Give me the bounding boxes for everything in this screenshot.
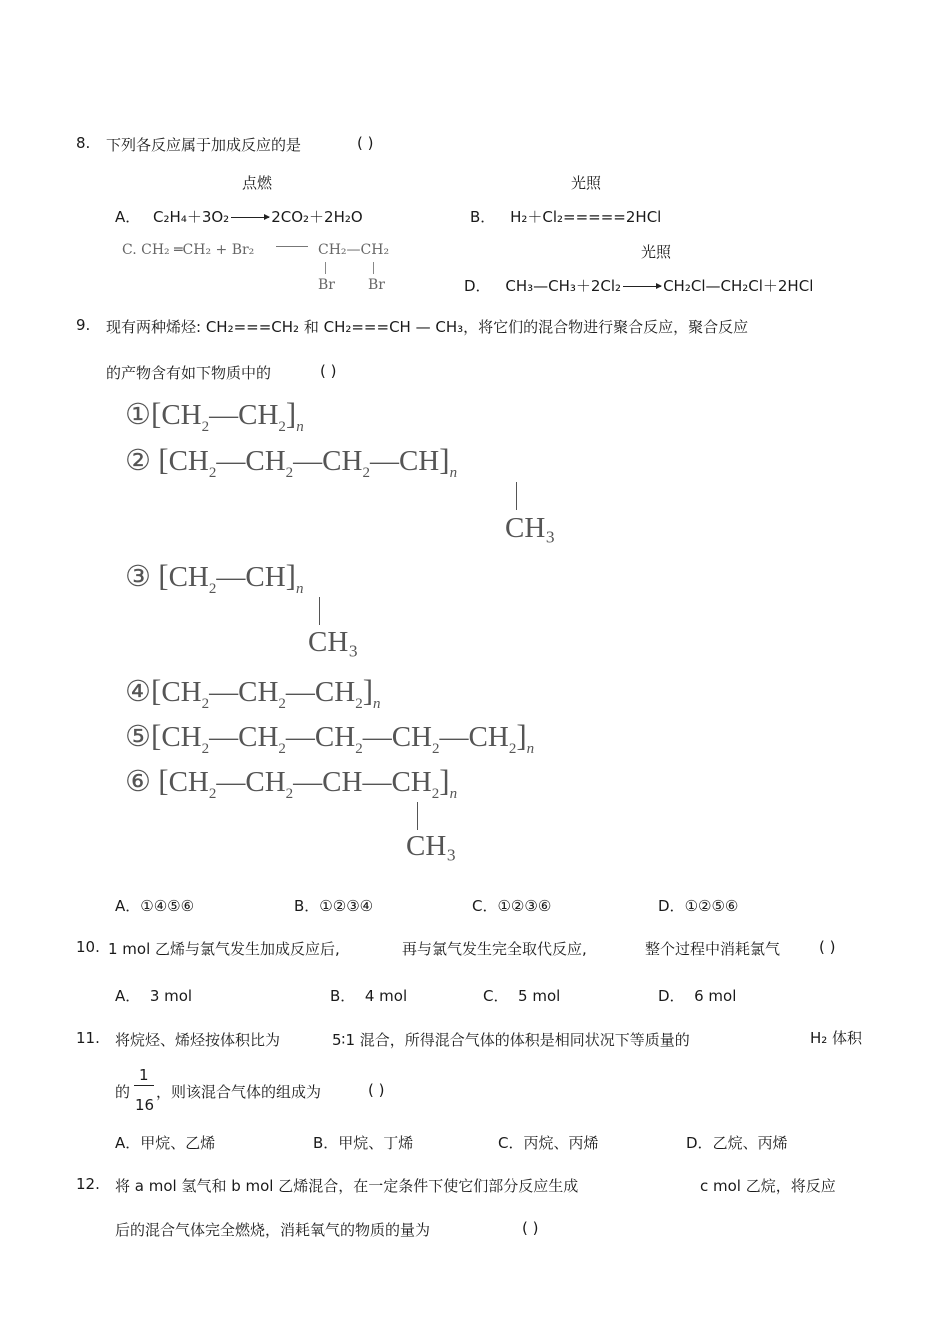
q12-answer-paren: ( ) [522,1219,539,1237]
polymer-number: ④ [125,676,151,708]
polymer-6: ⑥ $[CH_2—CH_2—CH—CH_2]_n$ [125,763,458,802]
q11-stem-part2: 5∶1 混合，所得混合气体的体积是相同状况下等质量的 [332,1031,690,1049]
q11-option-b[interactable] [313,1132,413,1153]
polymer-2: ② $[CH_2—CH_2—CH_2—CH]_n$ [125,442,458,481]
option-text: 甲烷、乙烯 [140,1134,216,1152]
q10-stem-part1: 1 mol 乙烯与氯气发生加成反应后, [108,940,340,958]
reaction-arrow-icon [276,246,308,247]
q8-condition-ignite: 点燃 [242,174,273,192]
option-label: C． [483,987,509,1005]
q10-stem-part2: 再与氯气发生完全取代反应, [402,940,587,958]
reaction-products: CH₂Cl—CH₂Cl＋2HCl [663,277,814,295]
polymer-4: $④[CH_2—CH_2—CH_2]_n$ [125,673,381,712]
option-text: 丙烷、丙烯 [523,1134,599,1152]
q9-stem-line1: 现有两种烯烃: CH₂===CH₂ 和 CH₂===CH — CH₃，将它们的混合物进行聚合反应，聚合反应 [106,318,749,336]
q9-option-c[interactable] [472,895,551,916]
q12-number: 12. [76,1175,100,1193]
bromine-label: Br [318,277,335,293]
q12-stem-part2: c mol 乙烷，将反应 [700,1177,836,1195]
q11-answer-paren: ( ) [368,1081,385,1099]
reaction-equation: H₂＋Cl₂=====2HCl [510,208,662,226]
polymer-number: ⑥ [125,766,151,798]
reaction-arrow-icon [623,286,661,287]
fraction-bar [134,1085,154,1086]
option-text: 3 mol [149,987,193,1005]
methyl-group: CH₃ [505,512,556,544]
option-label: A． [115,1134,141,1152]
polymer-number: ② [125,445,151,477]
q10-number: 10. [76,938,100,956]
option-text: 乙烷、丙烯 [712,1134,788,1152]
q8-condition-light-b: 光照 [571,174,602,192]
option-text: ①②③⑥ [497,897,552,915]
polymer-number: ⑤ [125,721,151,753]
option-label: B． [330,987,356,1005]
q11-number: 11. [76,1029,100,1047]
reaction-reactants: CH₃—CH₃＋2Cl₂ [505,277,622,295]
q10-option-a[interactable] [115,985,192,1006]
q10-option-b[interactable] [330,985,407,1006]
q10-answer-paren: ( ) [819,938,836,956]
q11-stem-part3: H₂ 体积 [810,1029,863,1047]
fraction-denominator: 16 [135,1096,155,1114]
methyl-group: CH₃ [406,830,457,862]
q9-option-a[interactable] [115,895,194,916]
q11-stem-part1: 将烷烃、烯烃按体积比为 [115,1031,281,1049]
option-label: D． [686,1134,713,1152]
q10-stem-part3: 整个过程中消耗氯气 [645,940,781,958]
polymer-1: $①[CH_2—CH_2]_n$ [125,396,304,435]
q12-stem-part1: 将 a mol 氢气和 b mol 乙烯混合，在一定条件下使它们部分反应生成 [115,1177,579,1195]
q11-de: 的 [115,1083,131,1101]
q9-option-d[interactable] [658,895,738,916]
q10-option-d[interactable] [658,985,736,1006]
option-label: B． [470,208,496,226]
reaction-product: CH₂—CH₂ [318,242,390,258]
q8-number: 8. [76,134,91,152]
option-label: D． [658,987,685,1005]
option-label: A． [115,897,141,915]
option-label: A． [115,208,141,226]
option-label: D． [658,897,685,915]
polymer-number: ① [125,399,151,431]
polymer-3: ③ $[CH_2—CH]_n$ [125,558,304,597]
option-text: ①②③④ [319,897,374,915]
option-text: 5 mol [518,987,561,1005]
polymer-number: ③ [125,561,151,593]
q11-option-c[interactable] [498,1132,599,1153]
bond-line [516,482,517,510]
option-label: C． [498,1134,524,1152]
q10-option-c[interactable] [483,985,560,1006]
bond-line [319,597,320,625]
methyl-group: CH₃ [308,626,359,658]
q9-stem-line2: 的产物含有如下物质中的 [106,364,272,382]
option-text: ①②⑤⑥ [684,897,739,915]
q9-option-b[interactable] [294,895,373,916]
q11-option-d[interactable] [686,1132,788,1153]
reaction-products: 2CO₂＋2H₂O [271,208,363,226]
q12-stem-line2: 后的混合气体完全燃烧，消耗氧气的物质的量为 [115,1221,431,1239]
bond-line [373,262,374,274]
q8-condition-light-d: 光照 [641,243,672,261]
option-label: B． [294,897,320,915]
bromine-label: Br [368,277,385,293]
option-label: A． [115,987,141,1005]
q8-stem: 下列各反应属于加成反应的是 [106,136,302,154]
q9-number: 9. [76,316,91,334]
q8-option-b[interactable] [470,206,661,227]
reaction-reactants: C. CH₂ ═CH₂ + Br₂ [122,242,255,258]
bond-line [325,262,326,274]
q11-option-a[interactable] [115,1132,215,1153]
option-label: B． [313,1134,339,1152]
option-text: 甲烷、丁烯 [338,1134,414,1152]
q8-option-a[interactable] [115,206,363,227]
polymer-5: $⑤[CH_2—CH_2—CH_2—CH_2—CH_2]_n$ [125,718,535,757]
q8-option-d[interactable] [464,275,813,296]
fraction-numerator: 1 [139,1066,149,1084]
option-text: 4 mol [364,987,408,1005]
q11-stem-part4: ，则该混合气体的组成为 [156,1083,322,1101]
q8-answer-paren: ( ) [357,134,374,152]
reaction-arrow-icon [231,217,269,218]
q9-answer-paren: ( ) [320,362,337,380]
bond-line [417,802,418,830]
option-text: 6 mol [694,987,737,1005]
reaction-reactants: C₂H₄＋3O₂ [153,208,230,226]
option-label: D． [464,277,491,295]
option-text: ①④⑤⑥ [140,897,195,915]
option-label: C． [472,897,498,915]
